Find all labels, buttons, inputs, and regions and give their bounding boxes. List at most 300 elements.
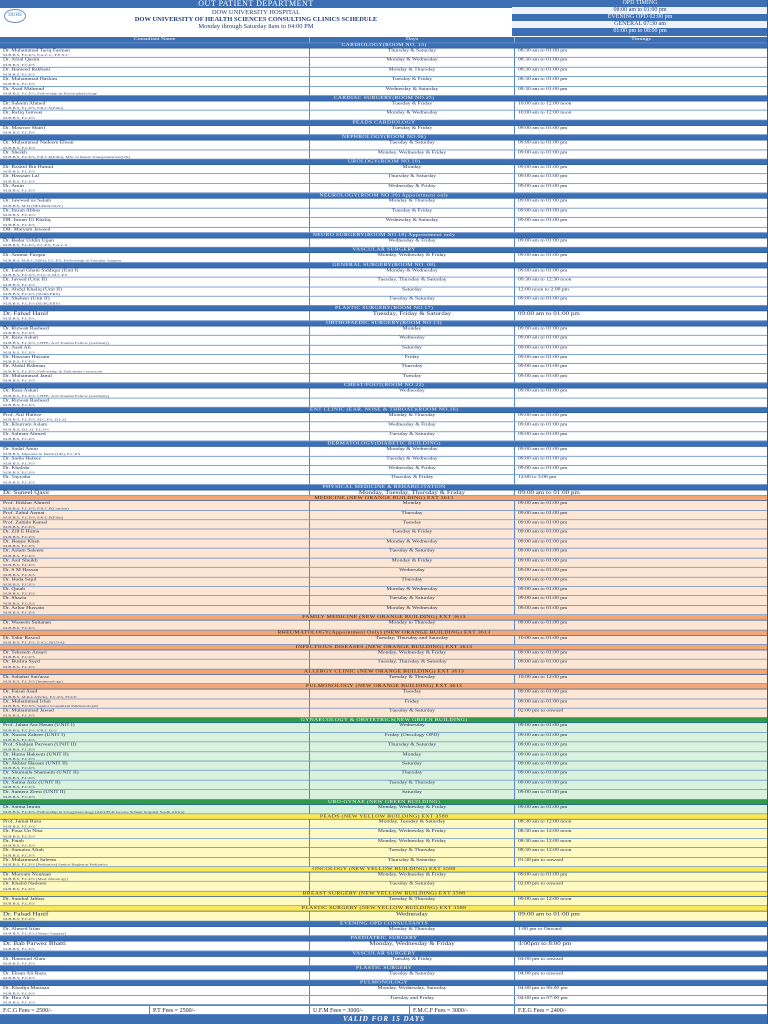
consultant-qualifications: M.B.B.S, F.C.P.S <box>3 350 35 355</box>
timing-cell <box>515 398 768 407</box>
consultant-name: Dr. Hammad Alam <box>3 956 46 961</box>
timing-cell: 08:30 am to 12:00 noon <box>518 819 572 825</box>
days-cell: Monday, Tuesday & Saturday <box>310 820 515 829</box>
column-header-time: Timings <box>515 37 768 42</box>
consultant-name: Dr. Khalid Nadeem <box>3 882 47 887</box>
consultant-name: Dr. Bab Parwez Bhatti <box>3 941 66 947</box>
days-cell: Monday, Wednesday & Friday <box>310 650 515 659</box>
consultant-qualifications: M.B.B.S, F.C.P.S, F.R.C.P(London) <box>3 506 69 511</box>
timing-cell: 04:00 pm to onward <box>518 971 564 976</box>
days-cell: Monday & Friday <box>310 558 515 567</box>
consultant-name: Dr. Suneel Qasir <box>3 490 50 496</box>
section-header: RHEUMATOLOGY(Appointment Only) (NEW ORANGE BUILDING) EXT 3613 <box>0 630 768 635</box>
days-cell: Wednesday <box>310 568 515 577</box>
consultant-qualifications: M.B.B.S, F.C.P.S (Immunology) <box>3 679 63 684</box>
consultant-cell <box>0 174 310 183</box>
timing-cell: 09:00 am to 01:00 pm <box>518 742 568 748</box>
days-cell: Monday & Wednesday <box>310 587 515 596</box>
consultant-name: Dr. Muhammad Nadeem Ehsan <box>3 140 74 146</box>
consultant-name: Dr. Haque Khan <box>3 539 40 544</box>
days-cell: Tuesday & Friday <box>310 77 515 86</box>
table-row <box>0 141 768 151</box>
consultant-name: Dr. Masroor Sharif <box>3 125 46 131</box>
consultant-name: Dr. Hameed Rabbani <box>3 67 51 73</box>
consultant-cell <box>0 941 310 950</box>
table-row <box>0 709 768 719</box>
consultant-qualifications: M.B.B.S, F.C.P.S <box>3 461 35 466</box>
consultant-name: Dr. Saima Imran <box>3 804 41 810</box>
consultant-name: Dr. Hira Ali <box>3 995 30 1001</box>
section-header: PULMONOLOGY <box>0 981 768 986</box>
consultant-name: Prof. Zahid Azmat <box>3 510 45 516</box>
consultant-cell <box>0 413 310 422</box>
consultant-name: Dr. Amin <box>3 183 24 189</box>
consultant-name: Dr. Shaheer (Unit II) <box>3 296 50 302</box>
consultant-name: Dr. Rafiq Tanveer <box>3 110 44 116</box>
consultant-qualifications: M.B.B.S, F.C.P.S, Senior Consultant Pulmonologist <box>3 703 99 708</box>
table-row <box>0 699 768 709</box>
consultant-cell <box>0 690 310 699</box>
days-cell: Friday <box>310 699 515 708</box>
consultant-name: Dr. Faisal Asad <box>3 689 38 695</box>
fee-2: P.T Fees = 2500/- <box>150 1006 310 1014</box>
timing-cell: 08:30 am to 01:00 pm <box>518 57 568 63</box>
consultant-qualifications: M.B.B.S, F.C.P.S, F.A.C.C, F.E.S.C <box>3 53 69 58</box>
days-cell: Wednesday & Friday <box>310 238 515 247</box>
timing-cell: 09:00 am to 01:00 pm <box>518 364 568 369</box>
consultant-qualifications: M.B.B.S, F.C.P.S (Pediatrics) Senior Registrar Pediatrics <box>3 862 108 867</box>
timing-cell: 09:00 am to 01:00 pm <box>518 650 568 655</box>
general-label: GENERAL <box>614 21 642 27</box>
days-cell: Tuesday & Saturday <box>310 297 515 306</box>
days-cell: Monday, Tuesday, Thursday & Friday <box>310 490 515 495</box>
timing-cell: 09:00 am to 01:00 pm <box>518 620 568 626</box>
consultant-name: Dr. Khalida <box>3 465 30 471</box>
table-row <box>0 86 768 96</box>
section-header: NEPHROLOGY(ROOM NO.06) <box>0 135 768 140</box>
days-cell: Thursday <box>310 771 515 780</box>
table-row <box>0 873 768 883</box>
table-row <box>0 165 768 175</box>
table-row <box>0 660 768 670</box>
table-row <box>0 336 768 346</box>
consultant-cell <box>0 432 310 441</box>
days-cell: Monday <box>310 326 515 335</box>
consultant-cell <box>0 996 310 1005</box>
consultant-qualifications: M.B.B.S, F.C.P.S, F.A.C.R(USA) <box>3 640 65 645</box>
table-row <box>0 568 768 578</box>
consultant-qualifications: M.B.B.S, F.C.P.S <box>3 916 35 921</box>
validity-note: VALID FOR 15 DAYS <box>0 1015 768 1024</box>
section-header: BREAST SURGERY (NEW YELLOW BUILDING) EXT 3588 <box>0 892 768 897</box>
consultant-name: Dr. Salman Ahmed <box>3 432 46 437</box>
table-row <box>0 268 768 278</box>
timing-cell: 09:00 am to 01:00 pm <box>518 174 568 180</box>
consultant-qualifications: M.B.B.S, F.C.P.S <box>3 664 35 669</box>
timing-cell: 09:30 am to 12:30 noon <box>518 277 572 283</box>
consultant-qualifications: M.B.B.S, F.C.P.S <box>3 72 35 77</box>
timing-cell: 09:00 am to 01:00 pm <box>518 689 568 695</box>
consultant-qualifications: M.B.B.S, F.C.P.S <box>3 359 35 364</box>
timing-cell: 09:00 am to 01:00 pm <box>518 732 568 738</box>
consultant-qualifications: M.B.B.S, F.C.P.S <box>3 766 35 771</box>
table-row <box>0 621 768 631</box>
consultant-name: Dr. Rizwan Rasheed <box>3 326 49 331</box>
timing-cell: 09:00 am to 01:00 pm <box>518 373 568 379</box>
days-cell: Monday, Wednesday & Friday <box>310 839 515 848</box>
consultant-cell <box>0 733 310 742</box>
section-header: CHEST/FOOT(ROOM NO.22) <box>0 383 768 388</box>
consultant-name: Dr. Sumera Zeest (UNIT II) <box>3 789 66 795</box>
consultant-name: Dr. Rashid Bin Hamid <box>3 164 54 170</box>
days-cell: Monday & Wednesday <box>310 606 515 615</box>
table-row <box>0 520 768 530</box>
table-row <box>0 675 768 685</box>
table-row <box>0 742 768 752</box>
table-row <box>0 456 768 466</box>
consultant-qualifications: M.B.B.S, F.C.P.S (SURGERY) <box>3 301 61 306</box>
consultant-cell <box>0 986 310 995</box>
days-cell: Tuesday & Saturday <box>310 432 515 441</box>
consultant-cell <box>0 58 310 67</box>
consultant-cell <box>0 165 310 174</box>
schedule-footer <box>0 1005 768 1024</box>
consultant-qualifications: M.B.B.S, M.R.C.P(UK), F.C.P.S, FCCP <box>3 694 77 699</box>
days-cell: Monday & Wednesday <box>310 58 515 67</box>
table-row <box>0 996 768 1006</box>
table-row <box>0 897 768 907</box>
consultant-qualifications: M.B.B.S, F.C.P.S <box>3 834 35 838</box>
schedule-title: DOW UNIVERSITY OF HEALTH SCIENCES CONSULTING CLINICS SCHEDULE <box>134 16 378 23</box>
consultant-name: Dr. Zill E Huma <box>3 529 40 535</box>
days-cell: Thursday & Saturday <box>310 742 515 751</box>
timing-cell: 09:00 am to 01:00 pm <box>518 432 568 437</box>
consultant-name: Prof. Shahjan Parveen (UNIT II) <box>3 742 77 748</box>
consultant-cell <box>0 635 310 644</box>
consultant-name: Prof. Iftikhar Ahmed <box>3 501 50 506</box>
days-cell: Tuesday & Thursday <box>310 897 515 906</box>
consultant-qualifications: M.B.B.S, F.C.P.S <box>3 886 35 891</box>
consultant-qualifications: M.B.B.S, F.C.P.S <box>3 188 35 193</box>
table-row <box>0 511 768 521</box>
table-row <box>0 287 768 297</box>
timing-cell: 10:00 am to 01:00 pm <box>518 635 568 641</box>
timing-cell: 09:00 am to 01:00 pm <box>518 548 568 554</box>
days-cell: Saturday <box>310 790 515 799</box>
consultant-name: Dr. Rizwan Rasheed <box>3 398 49 403</box>
consultant-cell <box>0 752 310 761</box>
table-row <box>0 48 768 58</box>
timing-cell: 09:00 am to 01:00 pm <box>518 208 568 213</box>
consultant-name: Dr. S M Hassan <box>3 567 39 573</box>
consultant-cell <box>0 568 310 577</box>
opd-timing-block <box>512 0 768 36</box>
university-logo-icon: DUHS <box>4 9 26 23</box>
table-row <box>0 423 768 433</box>
timing-cell: 02:00 pm to onward <box>518 882 564 887</box>
table-row <box>0 858 768 868</box>
consultant-qualifications: M.B.B.S, F.C.P.S <box>3 62 35 67</box>
table-row <box>0 278 768 288</box>
table-row <box>0 752 768 762</box>
timing-cell: 08:30 am to 01:00 pm <box>518 76 568 82</box>
consultant-cell <box>0 423 310 432</box>
consultant-qualifications: M.B.B.S, F.C.P.S <box>3 169 35 174</box>
table-row <box>0 466 768 476</box>
consultant-cell <box>0 820 310 829</box>
consultant-qualifications: M.B.B.S, F.C.P.S (SURGERY) <box>3 291 61 296</box>
consultant-name: Dr. Sadia Hafeez <box>3 456 42 461</box>
table-row <box>0 126 768 136</box>
consultant-name: Dr. Ahmed Irfan <box>3 926 40 932</box>
consultant-cell <box>0 398 310 407</box>
table-row <box>0 927 768 937</box>
opd-timing-morning: 08:00 am to 01:00 pm <box>512 7 768 14</box>
consultant-cell <box>0 141 310 150</box>
section-header: MEDICINE (NEW ORANGE BUILDING) EXT 3613 <box>0 496 768 501</box>
timing-cell: 09:00 am to 01:00 pm <box>518 605 568 611</box>
table-row <box>0 447 768 457</box>
table-row <box>0 355 768 365</box>
consultant-name: Dr. Asif Sheikh <box>3 558 38 563</box>
timing-cell: 09:00 am to 01:00 pm <box>518 872 568 878</box>
consultant-cell <box>0 48 310 57</box>
days-cell: Wednesday <box>310 912 515 921</box>
section-header: ENT CLINIC (EAR, NOSE & THROAT)(ROOM NO.16) <box>0 408 768 413</box>
table-row <box>0 150 768 160</box>
timing-cell: 09:00 am to 01:00 pm <box>518 761 568 767</box>
days-cell: Monday, Wednesday & Friday <box>310 829 515 838</box>
consultant-qualifications: M.B.B.S, F.C.P.S <box>3 601 35 606</box>
consultant-qualifications: M.B.B.S, F.C.P.S, F.R.C.O.G <box>3 728 57 733</box>
days-cell: Tuesday, Thursday & Saturday <box>310 278 515 287</box>
consultant-name: Dr. Akhtar Hassan (UNIT II) <box>3 761 68 767</box>
consultant-qualifications: M.B.B.S, F.C.P.S <box>3 213 35 218</box>
table-row <box>0 690 768 700</box>
days-cell: Friday (Oncology OPD) <box>310 733 515 742</box>
consultant-cell <box>0 511 310 520</box>
consultant-cell <box>0 238 310 247</box>
consultant-name: Prof. Atif Hafeez <box>3 413 42 418</box>
consultant-qualifications: M.B.B.S, F.C.P.S <box>3 436 35 441</box>
consultant-qualifications: M.B.B.S, M.D (NEUROLOGY) <box>3 203 63 208</box>
section-header: URO-GYNAE (NEW GREEN BUILDING) <box>0 799 768 804</box>
consultant-name: Dr. Bushra Syed <box>3 659 40 665</box>
table-row <box>0 432 768 442</box>
days-cell: Saturday <box>310 345 515 354</box>
days-cell: Tuesday & Thursday <box>310 848 515 857</box>
consultant-qualifications: M.B.B.S, F.C.P.S <box>3 130 35 135</box>
days-cell: Tuesday & Friday <box>310 126 515 135</box>
days-cell: Tuesday and Friday <box>310 996 515 1005</box>
days-cell: Monday & Thursday <box>310 413 515 422</box>
table-row <box>0 956 768 966</box>
consultant-qualifications: M.B.B.S, F.C.P.S <box>3 544 35 549</box>
consultant-qualifications: M.B.B.S, F.C.P.S <box>3 775 35 780</box>
opd-timing-title: OPD TIMING <box>512 0 768 7</box>
header-title-block <box>0 0 512 36</box>
table-row <box>0 111 768 121</box>
table-row <box>0 101 768 111</box>
timing-cell: 09:00 am to 01:00 pm <box>518 335 568 341</box>
consultant-cell <box>0 873 310 882</box>
table-row <box>0 596 768 606</box>
days-cell: Friday <box>310 355 515 364</box>
days-cell: Monday, Wednesday, Saturday <box>310 986 515 995</box>
consultant-cell <box>0 761 310 770</box>
table-row <box>0 364 768 374</box>
consultant-name: Dr. Asad Mahmud <box>3 86 45 92</box>
consultant-name: Dr. Hassaan Hussain <box>3 354 50 360</box>
consultant-cell <box>0 780 310 789</box>
section-header: PLASTIC SURGERY <box>0 966 768 971</box>
days-cell: Monday, Wednesday & Friday <box>310 873 515 882</box>
consultant-cell <box>0 208 310 217</box>
timing-cell: 12:00 noon to 2:00 pm <box>518 287 569 292</box>
consultant-name: Dr. Maryam Nouman <box>3 872 52 878</box>
consultant-cell <box>0 971 310 980</box>
days-cell: Wednesday & Saturday <box>310 86 515 95</box>
opd-general-label <box>512 21 768 28</box>
consultant-cell <box>0 520 310 529</box>
section-header: PLASTIC SURGERY(ROOM NO.17) <box>0 306 768 311</box>
consultant-name: Dr. Fahad Hanif <box>3 311 49 317</box>
consultant-name: Dr. Sheikh <box>3 150 27 155</box>
consultant-qualifications: M.B.B.S, F.C.P.S, F.R.C.P(Edin), MSc in Renal Transplantation(UK) <box>3 154 131 159</box>
consultant-cell <box>0 184 310 193</box>
days-cell: Thursday <box>310 364 515 373</box>
timing-cell: 09:00 am to 01:00 pm <box>518 770 568 776</box>
consultant-cell <box>0 297 310 306</box>
table-row <box>0 790 768 800</box>
days-cell: Wednesday & Friday <box>310 423 515 432</box>
timing-cell: 09:00 am to 01:00 pm <box>518 529 568 535</box>
days-cell: Monday & Wednesday <box>310 539 515 548</box>
section-header: PEADS (NEW YELLOW BUILDING) EXT 3588 <box>0 814 768 819</box>
days-cell: Thursday & Saturday <box>310 858 515 867</box>
consultant-qualifications: M.B.B.S, F.C.P.S, CHFE, A.O Trauma Fellow (Germany) <box>3 340 110 345</box>
opd-general-time: 01:00 pm to 08:00 pm <box>512 28 768 36</box>
days-cell: Monday & Wednesday <box>310 111 515 120</box>
table-row <box>0 882 768 892</box>
days-cell: Monday & Thursday <box>310 927 515 936</box>
timing-cell: 02:00 pm to onward <box>518 708 564 714</box>
consultant-cell <box>0 956 310 965</box>
days-cell: Tuesday & Thursday <box>310 675 515 684</box>
timing-cell: 09:00 am to 01:00 pm <box>518 354 568 360</box>
consultant-name: Dr. Sumaira Aftab <box>3 848 44 853</box>
table-row <box>0 941 768 951</box>
consultant-cell <box>0 278 310 287</box>
consultant-cell <box>0 577 310 586</box>
table-row <box>0 184 768 194</box>
consultant-qualifications: M.B.B.S, F.C.P.S <box>3 115 35 120</box>
consultant-cell <box>0 621 310 630</box>
consultant-name: Dr. Sumbal Jabbar <box>3 896 45 902</box>
section-header: GYNAECOLOGY & OBSTETRICS(NEW GREEN BUILDING) <box>0 718 768 723</box>
consultant-qualifications: M.B.B.S, D.L.O, F.C.P.S <box>3 427 49 432</box>
table-row <box>0 539 768 549</box>
consultant-qualifications: M.B.B.S, F.C.P.S <box>3 331 35 336</box>
consultant-cell <box>0 596 310 605</box>
timing-cell: 09:00 am to 01:00 pm <box>518 539 568 544</box>
timing-cell: 08:30 am to 01:00 pm <box>518 48 568 54</box>
table-row <box>0 733 768 743</box>
table-row <box>0 253 768 263</box>
timing-cell: 09:00 am to 01:00 pm <box>518 296 568 302</box>
timing-cell: 09:00 am to 01:00 pm <box>518 268 568 273</box>
days-cell: Tuesday & Saturday <box>310 882 515 891</box>
days-cell: Monday, Wednesday & Friday <box>310 941 515 950</box>
consultant-name: Dr. Raza Askari <box>3 388 39 394</box>
table-row <box>0 67 768 77</box>
consultant-name: Dr. Huda Sajid <box>3 577 37 582</box>
consultant-name: Dr. Muhammad Jamil <box>3 373 52 379</box>
consultant-name: Dr. Ehsan Ali Raza <box>3 971 46 976</box>
consultant-name: Dr. Tahir Rasool <box>3 635 40 641</box>
days-cell: Monday, Wednesday & Friday <box>310 805 515 814</box>
timing-cell: 08:30 am to 12:00 noon <box>518 838 572 844</box>
timing-cell: 09:00 am to 01:00 pm <box>518 465 568 471</box>
timing-cell: 09:00 am to 01:00 pm <box>518 577 568 582</box>
timing-cell: 09:00 am to 01:00 pm <box>518 490 580 496</box>
timing-cell: 04:00 pm to 06:00 pm <box>518 986 568 991</box>
consultant-name: Dr. Fouz Un Nisa <box>3 829 43 834</box>
section-header: NEUROLOGY(ROOM NO.30) Appointment only <box>0 193 768 198</box>
section-header: VASCULAR SURGERY <box>0 951 768 956</box>
consultant-cell <box>0 539 310 548</box>
table-row <box>0 549 768 559</box>
timing-cell: 10:00 am to 12:00 noon <box>518 110 572 116</box>
consultant-qualifications: M.B.B.S, F.C.P.S <box>3 282 35 287</box>
section-header: INFECTIOUS DISEASES (NEW ORANGE BUILDING) EXT 3613 <box>0 645 768 650</box>
days-cell: Thursday & Friday <box>310 475 515 484</box>
consultant-cell <box>0 650 310 659</box>
consultant-name: Prof. Jahan Ara Hasan (UNIT I) <box>3 723 75 729</box>
table-row <box>0 77 768 87</box>
timing-cell: 08:30 am to 12:00 noon <box>518 829 572 834</box>
days-cell: Wednesday & Saturday <box>310 218 515 227</box>
consultant-qualifications: M.B.B.S, F.C.P.S <box>3 145 35 150</box>
consultant-qualifications: M.B.B.S, F.C.P.S <box>3 785 35 790</box>
consultant-qualifications: M.B.B.S, F.C.P.S <box>3 824 35 829</box>
consultant-name: Dr. Azhar Hussain <box>3 605 45 611</box>
timing-cell: 10:00 am to 12:00 pm <box>518 674 568 680</box>
consultant-name: Dr. Muhammad Saleem <box>3 857 57 863</box>
timing-cell: 09:00 am to 01:00 pm <box>518 125 568 131</box>
days-cell: Tuesday & Saturday <box>310 596 515 605</box>
days-cell: Tuesday, Thursday & Saturday <box>310 660 515 669</box>
consultant-cell <box>0 742 310 751</box>
consultant-cell <box>0 699 310 708</box>
consultant-cell <box>0 829 310 838</box>
consultant-qualifications: M.B.B.S, F.C.P.S <box>3 470 35 475</box>
consultant-cell <box>0 606 310 615</box>
consultant-qualifications: M.B.B.S, F.C.P.S <box>3 553 35 558</box>
consultant-name: Dr. Muhammad Hashim <box>3 76 58 82</box>
consultant-qualifications: M.B.B.S, F.C.P.S <box>3 853 35 857</box>
table-row <box>0 218 768 228</box>
days-cell: Monday, Wednesday & Friday <box>310 150 515 159</box>
consultant-qualifications: M.B.B.S, F.C.P.S, F.C.P.S, F.A.C.S <box>3 243 68 248</box>
timing-cell: 09:00 am to 01:00 pm <box>518 659 568 665</box>
consultant-cell <box>0 77 310 86</box>
section-header: PULMONOLOGY (NEW ORANGE BUILDING) EXT 3613 <box>0 684 768 689</box>
consultant-cell <box>0 67 310 76</box>
days-cell: Monday <box>310 165 515 174</box>
opd-timing-evening: EVENING OPD 02:00 pm <box>512 14 768 21</box>
consultant-qualifications: M.B.B.S, F.C.P.S <box>3 961 35 966</box>
